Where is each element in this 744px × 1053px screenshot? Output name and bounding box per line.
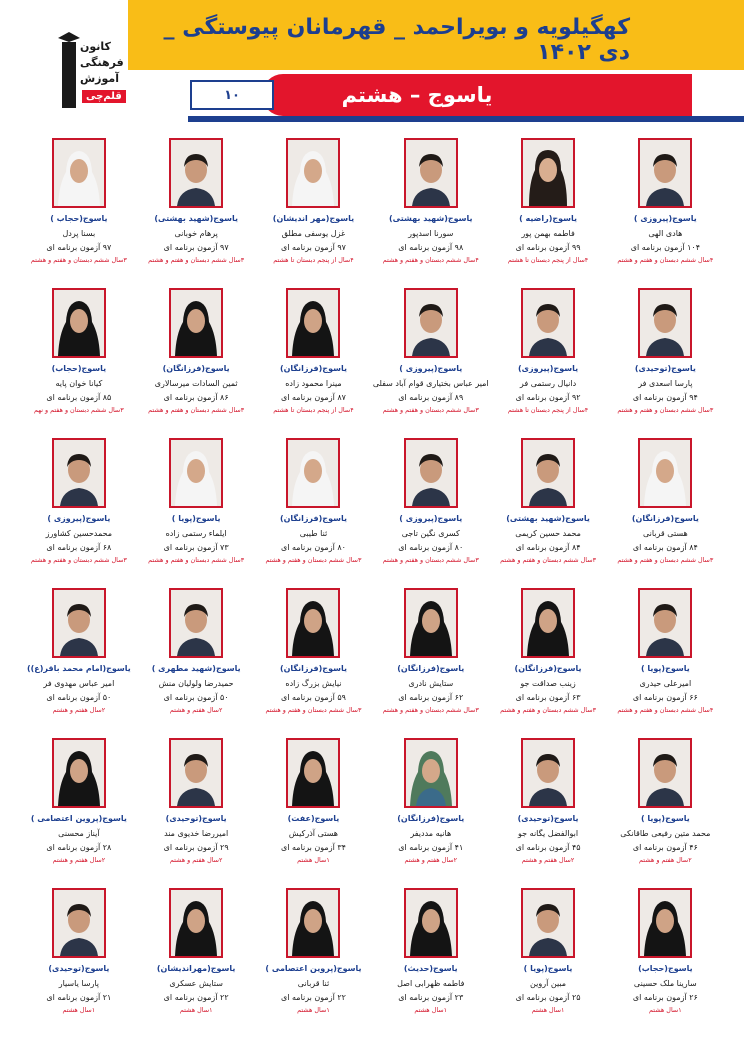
student-exam-count: ۸۶ آزمون برنامه ای	[163, 393, 229, 402]
student-photo-icon	[54, 890, 104, 956]
student-photo	[638, 288, 692, 358]
student-photo-icon	[54, 440, 104, 506]
student-exam-count: ۲۸ آزمون برنامه ای	[46, 843, 112, 852]
student-school: یاسوج(مهر اندیشان)	[272, 214, 355, 223]
student-photo	[521, 738, 575, 808]
student-card	[607, 878, 724, 1026]
student-card	[138, 728, 255, 876]
student-photo	[52, 888, 106, 958]
student-card	[20, 728, 137, 876]
student-name: امیررضا خدیوی مند	[164, 829, 229, 838]
logo-text: آموزش	[80, 72, 119, 85]
student-school: یاسوج(راضیه )	[519, 214, 578, 223]
student-exam-count: ۹۹ آزمون برنامه ای	[515, 243, 581, 252]
header-blue-line	[188, 116, 744, 122]
student-years: ۱سال هشتم	[531, 1006, 565, 1014]
student-school: یاسوج(حجاب)	[51, 364, 107, 373]
student-photo-icon	[288, 890, 338, 956]
student-card	[138, 278, 255, 426]
student-school: یاسوج(توحیدی)	[48, 964, 110, 973]
student-photo	[638, 588, 692, 658]
student-name: مینرا محمود زاده	[285, 379, 342, 388]
student-exam-count: ۲۵ آزمون برنامه ای	[515, 993, 581, 1002]
student-exam-count: ۱۰۴ آزمون برنامه ای	[630, 243, 700, 252]
student-years: ۴سال ششم دبستان و هفتم و هشتم	[617, 706, 714, 714]
student-exam-count: ۵۰ آزمون برنامه ای	[46, 693, 112, 702]
student-name: کسری نگین تاجی	[401, 529, 460, 538]
brand-logo	[58, 28, 124, 116]
student-exam-count: ۴۵ آزمون برنامه ای	[515, 843, 581, 852]
student-photo-icon	[523, 290, 573, 356]
student-school: یاسوج(حجاب )	[50, 214, 108, 223]
student-photo-icon	[54, 590, 104, 656]
student-photo-icon	[171, 590, 221, 656]
student-school: یاسوج(پویا )	[523, 964, 573, 973]
student-name: ثنا قربانی	[297, 979, 330, 988]
student-years: ۲سال هفتم و هشتم	[639, 856, 692, 864]
student-school: یاسوج(فرزانگان)	[514, 664, 582, 673]
student-school: یاسوج(شهید مطهری )	[151, 664, 241, 673]
student-card	[255, 128, 372, 276]
student-name: سورنا اسدپور	[408, 229, 454, 238]
student-years: ۲سال هفتم و هشتم	[404, 856, 458, 864]
student-name: بسنا پردل	[62, 229, 96, 238]
students-row	[20, 578, 724, 726]
student-photo	[638, 738, 692, 808]
student-photo	[286, 738, 340, 808]
student-name: امیر عباس مهدوی فر	[43, 679, 115, 688]
student-photo	[169, 288, 223, 358]
student-exam-count: ۸۰ آزمون برنامه ای	[398, 543, 464, 552]
student-school: یاسوج(فرزانگان)	[397, 814, 465, 823]
student-photo-icon	[640, 890, 690, 956]
student-card	[255, 728, 372, 876]
student-photo	[286, 888, 340, 958]
student-school: یاسوج(پویا )	[171, 514, 221, 523]
student-card	[489, 878, 606, 1026]
student-photo-icon	[523, 740, 573, 806]
student-photo-icon	[640, 140, 690, 206]
student-name: محمد حسین کریمی	[515, 529, 581, 538]
student-card	[372, 428, 489, 576]
student-years: ۳سال ششم دبستان و هفتم و هشتم	[265, 706, 362, 714]
page-subtitle: یاسوج – هشتم	[341, 83, 493, 107]
student-exam-count: ۹۷ آزمون برنامه ای	[46, 243, 112, 252]
student-name: ستایش عسکری	[169, 979, 223, 988]
student-photo	[404, 888, 458, 958]
students-row	[20, 428, 724, 576]
student-photo	[286, 138, 340, 208]
student-exam-count: ۲۲ آزمون برنامه ای	[280, 993, 346, 1002]
student-photo-icon	[406, 590, 456, 656]
student-exam-count: ۲۲ آزمون برنامه ای	[163, 993, 229, 1002]
student-school: یاسوج(شهید بهشتی)	[388, 214, 473, 223]
student-photo	[52, 438, 106, 508]
student-card	[20, 278, 137, 426]
student-name: نیایش بزرگ زاده	[285, 679, 342, 688]
student-school: یاسوج(توحیدی)	[517, 814, 579, 823]
student-name: کیانا خوان پایه	[55, 379, 103, 388]
student-exam-count: ۲۹ آزمون برنامه ای	[163, 843, 229, 852]
student-card	[20, 878, 137, 1026]
student-photo	[404, 438, 458, 508]
student-school: یاسوج(عفت)	[287, 814, 340, 823]
student-school: یاسوج(پیروزی )	[47, 514, 111, 523]
student-exam-count: ۶۲ آزمون برنامه ای	[398, 693, 464, 702]
student-photo-icon	[640, 740, 690, 806]
student-photo-icon	[54, 140, 104, 206]
student-school: یاسوج(پیروزی )	[633, 214, 697, 223]
student-years: ۲سال هفتم و هشتم	[521, 856, 575, 864]
student-exam-count: ۹۸ آزمون برنامه ای	[398, 243, 464, 252]
student-name: فاطمه ظهرابی اصل	[397, 979, 465, 988]
student-exam-count: ۴۶ آزمون برنامه ای	[632, 843, 698, 852]
student-years: ۲سال هفتم و هشتم	[52, 706, 106, 714]
student-card	[489, 728, 606, 876]
student-years: ۱سال هشتم	[649, 1006, 682, 1014]
student-school: یاسوج(پیروزی )	[399, 514, 463, 523]
student-name: حمیدرضا ولولیان منش	[158, 679, 234, 688]
student-photo	[521, 138, 575, 208]
student-photo	[52, 288, 106, 358]
student-photo	[404, 288, 458, 358]
student-name: ابوالفضل یگانه جو	[518, 829, 579, 838]
student-photo-icon	[288, 440, 338, 506]
student-years: ۳سال ششم دبستان و هفتم و هشتم	[382, 406, 479, 414]
student-school: یاسوج(پروین اعتصامی )	[265, 964, 362, 973]
student-exam-count: ۶۶ آزمون برنامه ای	[632, 693, 698, 702]
student-card	[372, 878, 489, 1026]
student-years: ۳سال ششم دبستان و هفتم و هشتم	[148, 406, 245, 414]
student-name: پرهام خوبانی	[174, 229, 218, 238]
student-years: ۴سال ششم دبستان و هفتم و هشتم	[617, 256, 714, 264]
student-exam-count: ۵۹ آزمون برنامه ای	[280, 693, 346, 702]
logo-figure	[62, 42, 76, 108]
student-card	[372, 728, 489, 876]
student-name: محمد متین رفیعی طاقانکی	[620, 829, 711, 838]
student-card	[255, 578, 372, 726]
student-card	[607, 728, 724, 876]
student-photo	[521, 438, 575, 508]
student-years: ۲سال هفتم و هشتم	[52, 856, 106, 864]
student-name: امیرعلی حیدری	[639, 679, 692, 688]
students-row	[20, 728, 724, 876]
page-header	[0, 0, 744, 124]
student-photo	[638, 438, 692, 508]
student-name: پارسا یاسیار	[58, 979, 100, 988]
student-school: یاسوج(فرزانگان)	[631, 514, 699, 523]
student-photo	[169, 888, 223, 958]
student-years: ۴سال از پنجم دبستان تا هشتم	[273, 406, 354, 414]
student-exam-count: ۹۴ آزمون برنامه ای	[632, 393, 698, 402]
student-exam-count: ۸۹ آزمون برنامه ای	[398, 393, 464, 402]
student-exam-count: ۹۲ آزمون برنامه ای	[515, 393, 581, 402]
student-photo-icon	[406, 290, 456, 356]
page-number: ۱۰	[224, 87, 240, 103]
student-school: یاسوج(شهید بهشتی)	[154, 214, 238, 223]
student-name: ستایش نادری	[408, 679, 454, 688]
student-years: ۲سال هفتم و هشتم	[169, 706, 223, 714]
student-name: هانیه مددیفر	[410, 829, 452, 838]
student-photo-icon	[640, 290, 690, 356]
student-photo	[52, 138, 106, 208]
student-exam-count: ۳۴ آزمون برنامه ای	[280, 843, 346, 852]
student-school: یاسوج(فرزانگان)	[279, 364, 347, 373]
student-photo-icon	[523, 140, 573, 206]
page-title: کهگیلویه و بویراحمد _ قهرمانان پیوستگی _ دی ۱۴۰۲	[163, 15, 630, 65]
student-years: ۳سال ششم دبستان و هفتم و هشتم	[500, 706, 597, 714]
student-years: ۲سال هفتم و هشتم	[169, 856, 223, 864]
student-name: هادی الهی	[648, 229, 683, 238]
student-years: ۳سال ششم دبستان و هفتم و نهم	[34, 406, 124, 414]
student-years: ۳سال ششم دبستان و هفتم و هشتم	[382, 556, 479, 564]
student-photo	[521, 288, 575, 358]
student-exam-count: ۵۰ آزمون برنامه ای	[163, 693, 229, 702]
student-card	[489, 578, 606, 726]
student-exam-count: ۶۸ آزمون برنامه ای	[46, 543, 112, 552]
student-name: مبین آروین	[530, 979, 567, 988]
student-card	[372, 278, 489, 426]
student-name: ثمین السادات میرسالاری	[154, 379, 238, 388]
student-photo	[286, 588, 340, 658]
student-card	[138, 128, 255, 276]
student-exam-count: ۸۷ آزمون برنامه ای	[280, 393, 346, 402]
student-card	[372, 578, 489, 726]
student-name: پارسا اسعدی فر	[638, 379, 693, 388]
student-school: یاسوج(پویا )	[640, 814, 690, 823]
student-photo	[404, 138, 458, 208]
student-photo-icon	[406, 740, 456, 806]
student-photo	[286, 438, 340, 508]
page-number-box	[190, 80, 274, 110]
student-photo	[404, 738, 458, 808]
student-years: ۳سال ششم دبستان و هفتم و هشتم	[382, 706, 479, 714]
student-school: یاسوج(پویا )	[640, 664, 690, 673]
student-years: ۴سال ششم دبستان و هفتم و هشتم	[382, 256, 479, 264]
student-school: یاسوج(پیروزی)	[517, 364, 579, 373]
student-school: یاسوج(فرزانگان)	[397, 664, 465, 673]
student-years: ۴سال از پنجم دبستان تا هشتم	[273, 256, 354, 264]
student-years: ۱سال هشتم	[179, 1006, 213, 1014]
student-photo-icon	[54, 290, 104, 356]
student-card	[255, 428, 372, 576]
student-photo	[638, 888, 692, 958]
student-card	[607, 428, 724, 576]
student-photo-icon	[640, 440, 690, 506]
student-card	[489, 278, 606, 426]
student-years: ۱سال هشتم	[297, 1006, 330, 1014]
student-exam-count: ۲۱ آزمون برنامه ای	[46, 993, 112, 1002]
students-row	[20, 128, 724, 276]
student-exam-count: ۴۱ آزمون برنامه ای	[398, 843, 464, 852]
student-name: آیناز محسنی	[58, 829, 100, 838]
student-name: امیر عباس بختیاری قوام آباد سفلی	[372, 379, 489, 388]
student-school: یاسوج(توحیدی)	[634, 364, 696, 373]
student-photo	[169, 438, 223, 508]
student-photo-icon	[406, 140, 456, 206]
student-school: یاسوج(فرزانگان)	[162, 364, 230, 373]
student-photo	[521, 588, 575, 658]
student-school: یاسوج(امام محمد باقر(ع))	[26, 664, 131, 673]
student-photo	[169, 588, 223, 658]
student-card	[489, 128, 606, 276]
student-photo-icon	[54, 740, 104, 806]
student-school: یاسوج(مهراندیشان)	[156, 964, 236, 973]
student-photo	[52, 588, 106, 658]
student-photo-icon	[523, 440, 573, 506]
student-years: ۳سال ششم دبستان و هفتم و هشتم	[148, 256, 245, 264]
student-exam-count: ۹۷ آزمون برنامه ای	[280, 243, 346, 252]
student-photo	[404, 588, 458, 658]
logo-text: کانون	[80, 40, 111, 53]
student-card	[255, 278, 372, 426]
student-school: یاسوج(شهید بهشتی)	[506, 514, 590, 523]
student-card	[20, 578, 137, 726]
student-exam-count: ۸۴ آزمون برنامه ای	[515, 543, 581, 552]
student-photo	[169, 738, 223, 808]
students-grid	[20, 128, 724, 1028]
student-name: سارینا ملک حسینی	[633, 979, 697, 988]
student-card	[607, 278, 724, 426]
students-row	[20, 878, 724, 1026]
student-years: ۳سال ششم دبستان و هفتم و هشتم	[30, 556, 127, 564]
student-photo-icon	[171, 740, 221, 806]
student-photo-icon	[171, 140, 221, 206]
student-card	[372, 128, 489, 276]
student-name: ایلماء رستمی زاده	[165, 529, 227, 538]
student-school: یاسوج(پروین اعتصامی )	[30, 814, 127, 823]
student-card	[138, 878, 255, 1026]
student-school: یاسوج(توحیدی)	[165, 814, 227, 823]
student-school: یاسوج(حدیث)	[403, 964, 458, 973]
student-name: ثنا طیبی	[299, 529, 328, 538]
student-exam-count: ۸۰ آزمون برنامه ای	[280, 543, 346, 552]
student-years: ۱سال هشتم	[297, 856, 330, 864]
student-years: ۴سال از پنجم دبستان تا هشتم	[507, 256, 589, 264]
student-card	[138, 578, 255, 726]
student-photo	[521, 888, 575, 958]
student-photo-icon	[288, 290, 338, 356]
graduation-cap-icon	[58, 32, 80, 42]
student-years: ۴سال از پنجم دبستان تا هشتم	[507, 406, 589, 414]
student-name: زینب صداقت جو	[520, 679, 576, 688]
student-exam-count: ۸۴ آزمون برنامه ای	[632, 543, 698, 552]
student-school: یاسوج(فرزانگان)	[279, 514, 347, 523]
student-years: ۳سال ششم دبستان و هفتم و هشتم	[617, 556, 714, 564]
student-photo-icon	[523, 590, 573, 656]
student-photo	[286, 288, 340, 358]
student-card	[20, 428, 137, 576]
student-photo	[638, 138, 692, 208]
student-years: ۳سال ششم دبستان و هفتم و هشتم	[500, 556, 597, 564]
student-years: ۳سال ششم دبستان و هفتم و هشتم	[148, 556, 245, 564]
student-school: یاسوج(پیروزی )	[399, 364, 463, 373]
logo-text: قلم‌چی	[82, 90, 126, 103]
student-exam-count: ۹۷ آزمون برنامه ای	[163, 243, 229, 252]
student-photo-icon	[288, 740, 338, 806]
student-photo	[169, 138, 223, 208]
student-photo-icon	[288, 140, 338, 206]
student-photo-icon	[288, 590, 338, 656]
student-name: فاطمه بهمن پور	[521, 229, 575, 238]
student-photo-icon	[171, 440, 221, 506]
student-card	[20, 128, 137, 276]
student-photo	[52, 738, 106, 808]
student-photo-icon	[406, 890, 456, 956]
student-exam-count: ۲۳ آزمون برنامه ای	[398, 993, 464, 1002]
student-name: هستی آذرکیش	[288, 829, 338, 838]
student-exam-count: ۲۶ آزمون برنامه ای	[632, 993, 698, 1002]
student-card	[489, 428, 606, 576]
student-card	[138, 428, 255, 576]
student-years: ۱سال هشتم	[414, 1006, 448, 1014]
student-school: یاسوج(فرزانگان)	[279, 664, 347, 673]
student-years: ۳سال ششم دبستان و هفتم و هشتم	[265, 556, 362, 564]
student-exam-count: ۸۵ آزمون برنامه ای	[46, 393, 112, 402]
student-years: ۳سال ششم دبستان و هفتم و هشتم	[617, 406, 714, 414]
student-photo-icon	[406, 440, 456, 506]
student-photo-icon	[523, 890, 573, 956]
student-exam-count: ۷۳ آزمون برنامه ای	[163, 543, 229, 552]
student-photo-icon	[171, 290, 221, 356]
student-name: دانیال رستمی فر	[519, 379, 577, 388]
students-row	[20, 278, 724, 426]
student-name: غزل یوسفی مطلق	[281, 229, 346, 238]
student-years: ۱سال هشتم	[62, 1006, 96, 1014]
student-exam-count: ۶۳ آزمون برنامه ای	[515, 693, 581, 702]
logo-text: فرهنگی	[80, 56, 124, 69]
student-photo-icon	[640, 590, 690, 656]
student-school: یاسوج(حجاب)	[638, 964, 693, 973]
student-card	[255, 878, 372, 1026]
student-photo-icon	[171, 890, 221, 956]
student-name: هستی قربانی	[642, 529, 688, 538]
student-card	[607, 128, 724, 276]
student-card	[607, 578, 724, 726]
student-name: محمدحسین کشاورز	[45, 529, 113, 538]
student-years: ۳سال ششم دبستان و هفتم و هشتم	[30, 256, 127, 264]
